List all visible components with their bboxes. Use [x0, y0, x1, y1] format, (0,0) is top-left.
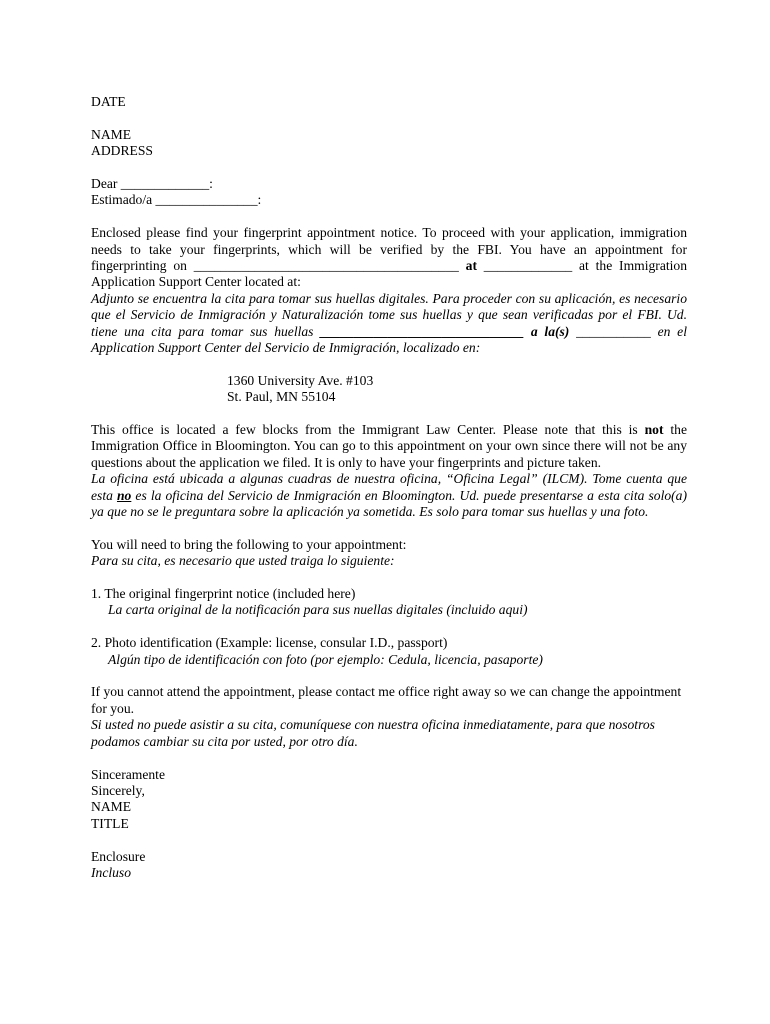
appointment-at-bold: at — [465, 258, 477, 274]
office-paragraph-spanish — [91, 471, 687, 520]
recipient-address: ADDRESS — [91, 143, 153, 159]
appointment-es-bold: ______________________________ a la(s) — [320, 323, 570, 339]
list-item-1-spanish: La carta original de la notificación para sus nuellas digitales (incluido aqui) — [108, 602, 528, 618]
office-paragraph-english — [91, 422, 687, 471]
appointment-es-text-b: ___________ en el Application Support Center del Servicio de Inmigración, localizado en: — [91, 323, 687, 356]
letter-body — [91, 94, 687, 881]
enclosure-spanish: Incluso — [91, 864, 132, 880]
office-es-text-a: La oficina está ubicada a algunas cuadras de nuestra oficina, “Oficina Legal” (ILCM). Tome cuenta que esta — [91, 471, 687, 503]
signer-title: TITLE — [91, 815, 129, 831]
signer-name: NAME — [91, 799, 132, 815]
appointment-es-text-a: Adjunto se encuentra la cita para tomar sus huellas digitales. Para proceder con su aplicación, es necesario que el Servicio de Inmigración y Naturalización tome sus huellas y que sean verificadas por el FBI. Ud. tiene una cita para tomar sus huellas — [91, 290, 687, 339]
closing-spanish: Sinceramente — [91, 766, 165, 782]
location-line-2: St. Paul, MN 55104 — [227, 389, 336, 405]
office-es-text-b: es la oficina del Servicio de Inmigración en Bloomington. Ud. puede presentarse a esta cita solo(a) ya que no se le preguntara sobre la aplicación ya sometida. Es solo para tomar sus huellas y una foto. — [91, 487, 687, 520]
bring-english: You will need to bring the following to your appointment: — [91, 536, 407, 552]
appointment-paragraph-english — [91, 225, 687, 291]
office-text-a: This office is located a few blocks from the Immigrant Law Center. Please note that this is — [91, 422, 645, 438]
list-item-2-english: 2. Photo identification (Example: license, consular I.D., passport) — [91, 635, 448, 651]
bring-spanish: Para su cita, es necesario que usted traiga lo siguiente: — [91, 553, 395, 569]
office-es-no-bold: no — [116, 487, 132, 503]
appointment-text-a: Enclosed please find your fingerprint appointment notice. To proceed with your application, immigration needs to take your fingerprints, which will be verified by the FBI. You have an appointment for fingerprinting on _______________________________________ — [91, 225, 687, 274]
closing-english: Sincerely, — [91, 782, 145, 798]
enclosure-english: Enclosure — [91, 848, 146, 864]
office-not-bold: not — [644, 422, 664, 438]
recipient-name: NAME — [91, 126, 132, 142]
appointment-text-b: _____________ at the Immigration Application Support Center located at: — [91, 258, 688, 290]
salutation-english: Dear _____________: — [91, 176, 213, 191]
contact-english: If you cannot attend the appointment, please contact me office right away so we can change the appointment for you. — [91, 684, 682, 716]
contact-spanish: Si usted no puede asistir a su cita, comuníquese con nuestra oficina inmediatamente, para que nosotros podamos cambiar su cita por usted, por otro día. — [91, 717, 655, 749]
salutation-spanish: Estimado/a _______________: — [91, 192, 262, 208]
office-text-b: the Immigration Office in Bloomington. You can go to this appointment on your own since there will not be any questions about the application we filed. It is only to have your fingerprints and picture taken. — [91, 422, 687, 470]
date-line: DATE — [91, 94, 126, 109]
list-item-2-spanish: Algún tipo de identificación con foto (por ejemplo: Cedula, licencia, pasaporte) — [108, 651, 543, 667]
list-item-1-english: 1. The original fingerprint notice (included here) — [91, 586, 356, 602]
location-line-1: 1360 University Ave. #103 — [227, 372, 374, 388]
appointment-paragraph-spanish — [91, 291, 687, 357]
